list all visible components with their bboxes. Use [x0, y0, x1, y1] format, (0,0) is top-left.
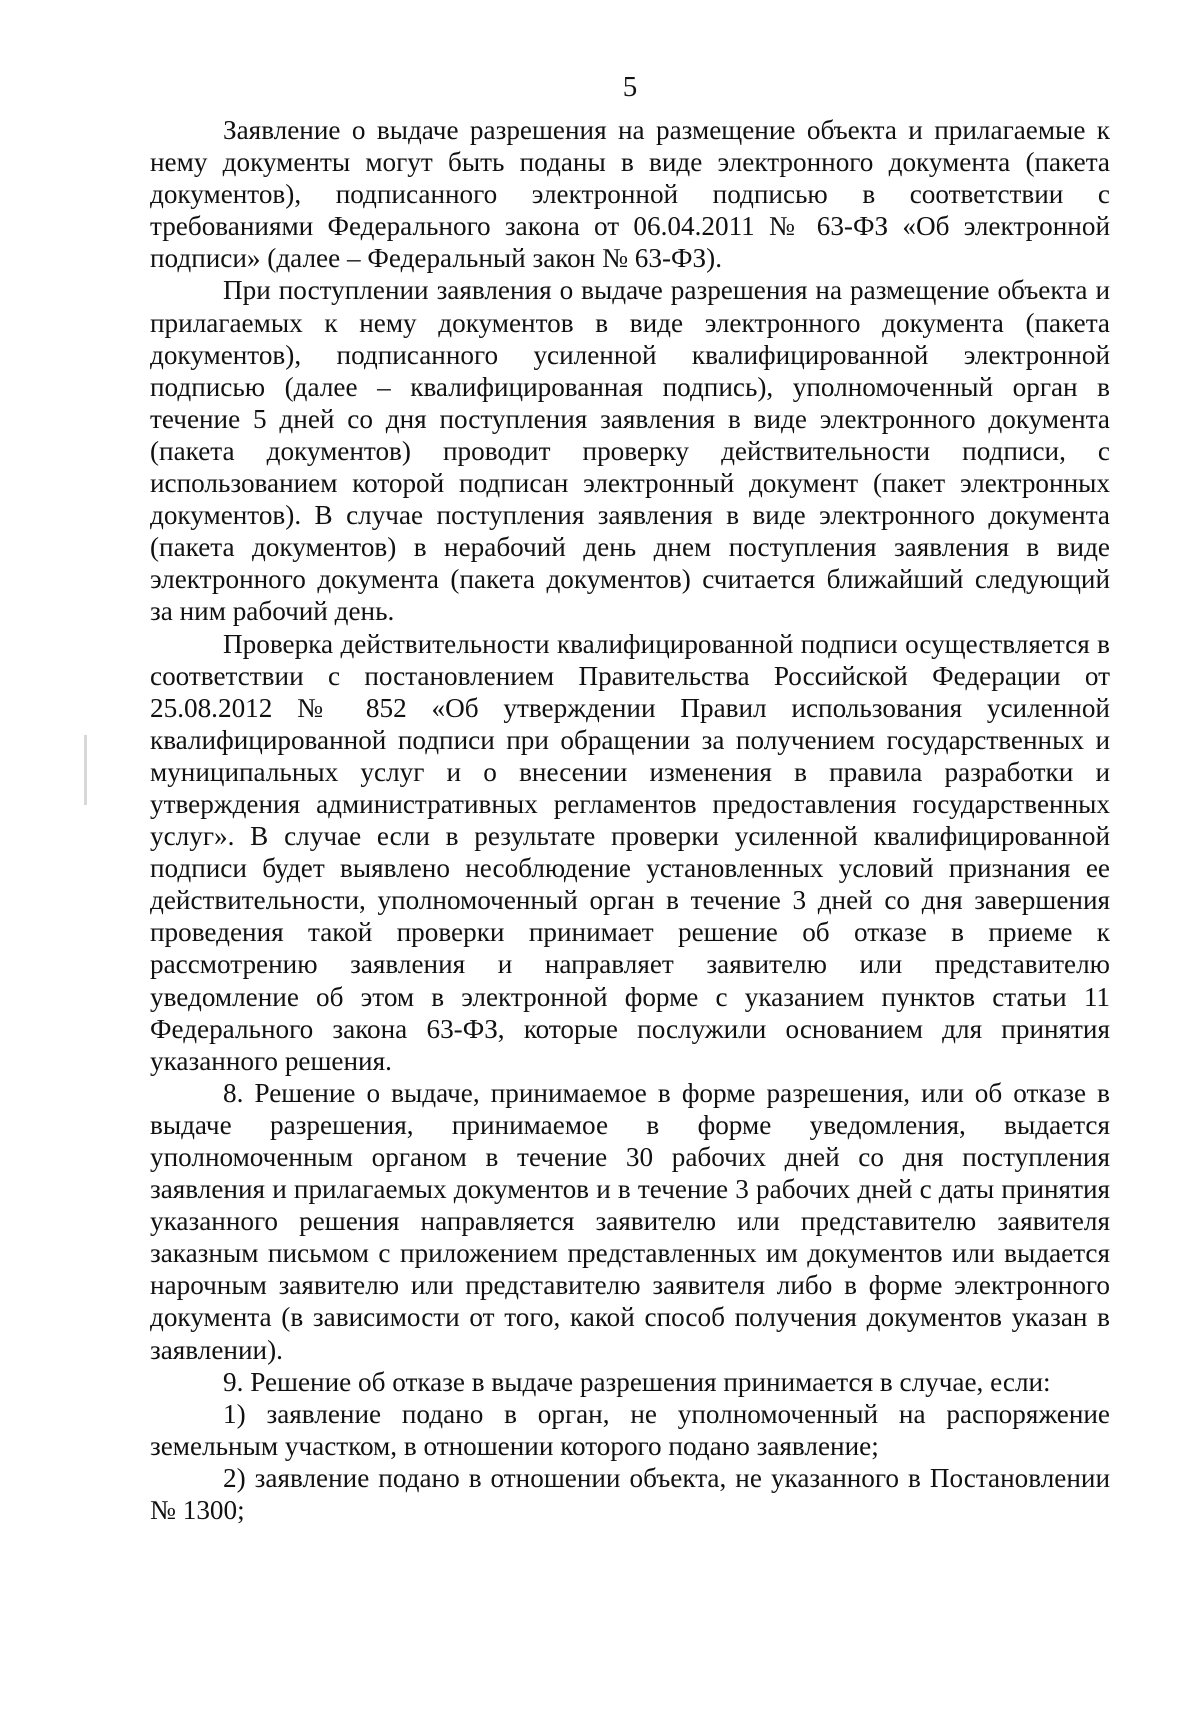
page-number: 5: [622, 71, 638, 103]
paragraph-qualified-signature-check: Проверка действительности квалифицированной подписи осуществляется в соответствии с постановлением Правительства Российской Федерации от 25.08.2012 № 852 «Об утверждении Правил использования усиленной квалифицированной подписи при обращении за получением государственных и муниципальных услуг и о внесении изменения в правила разработки и утверждения административных регламентов предоставления государственных услуг». В случае если в результате проверки усиленной квалифицированной подписи будет выявлено несоблюдение установленных условий признания ее действительности, уполномоченный орган в течение 3 дней со дня завершения проведения такой проверки принимает решение об отказе в приеме к рассмотрению заявления и направляет заявителю или представителю уведомление об этом в электронной форме с указанием пунктов статьи 11 Федерального закона 63-ФЗ, которые послужили основанием для принятия указанного решения.: [150, 628, 1110, 1076]
paragraph-signature-verification: При поступлении заявления о выдаче разрешения на размещение объекта и прилагаемых к нему документов в виде электронного документа (пакета документов), подписанного усиленной квалифицированной электронной подписью (далее – квалифицированная подпись), уполномоченный орган в течение 5 дней со дня поступления заявления в виде электронного документа (пакета документов) проводит проверку действительности подписи, с использованием которой подписан электронный документ (пакет электронных документов). В случае поступления заявления в виде электронного документа (пакета документов) в нерабочий день днем поступления заявления в виде электронного документа (пакета документов) считается ближайший следующий за ним рабочий день.: [150, 275, 1110, 627]
paragraph-electronic-submission: Заявление о выдаче разрешения на размещение объекта и прилагаемые к нему документы могут быть поданы в виде электронного документа (пакета документов), подписанного электронной подписью в соответствии с требованиями Федерального закона от 06.04.2011 № 63-ФЗ «Об электронной подписи» (далее – Федеральный закон № 63-ФЗ).: [150, 115, 1110, 274]
paragraph-subitem-1: 1) заявление подано в орган, не уполномоченный на распоряжение земельным участком, в отношении которого подано заявление;: [150, 1398, 1110, 1461]
scan-artifact: [84, 735, 87, 805]
paragraph-subitem-2: 2) заявление подано в отношении объекта, не указанного в Постановлении № 1300;: [150, 1462, 1110, 1526]
document-body: [150, 114, 1110, 1526]
paragraph-item-8: 8. Решение о выдаче, принимаемое в форме разрешения, или об отказе в выдаче разрешения, принимаемое в форме уведомления, выдается уполномоченным органом в течение 30 рабочих дней со дня поступления заявления и прилагаемых документов и в течение 3 рабочих дней с даты принятия указанного решения направляется заявителю или представителю заявителя заказным письмом с приложением представленных им документов или выдается нарочным заявителю или представителю заявителя либо в форме электронного документа (в зависимости от того, какой способ получения документов указан в заявлении).: [150, 1077, 1110, 1365]
paragraph-item-9: 9. Решение об отказе в выдаче разрешения принимается в случае, если:: [223, 1366, 1051, 1397]
